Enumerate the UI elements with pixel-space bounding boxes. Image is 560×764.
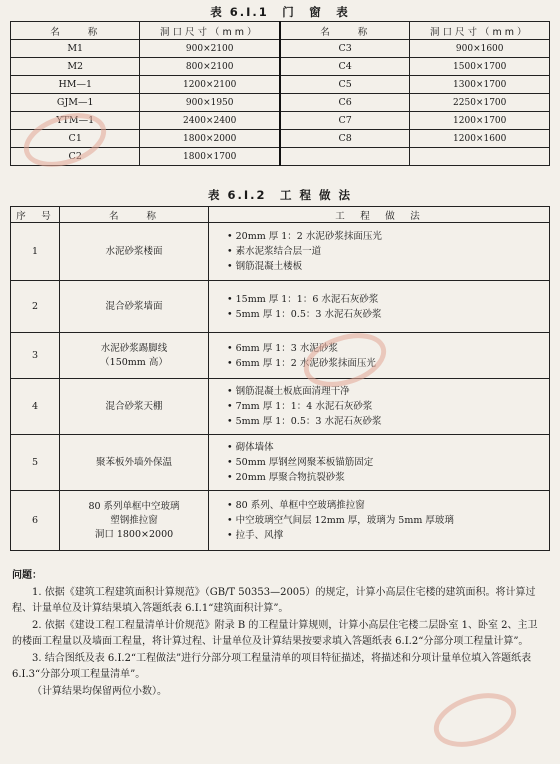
table-row bbox=[11, 379, 550, 435]
row-name bbox=[60, 379, 209, 435]
construction-method-table bbox=[10, 206, 550, 551]
row-name bbox=[60, 223, 209, 281]
work-line: • 20mm 厚聚合物抗裂砂浆 bbox=[227, 472, 345, 483]
cell: 900×2100 bbox=[140, 40, 280, 58]
table2-header: 序 号 bbox=[11, 207, 60, 223]
table-row bbox=[11, 76, 550, 94]
table1-caption: 表 6.Ⅰ.1 门 窗 表 bbox=[210, 5, 350, 19]
cell: M2 bbox=[11, 58, 140, 76]
table2-header: 工 程 做 法 bbox=[209, 207, 550, 223]
cell: C4 bbox=[280, 58, 410, 76]
cell: 1200×1700 bbox=[410, 112, 550, 130]
cell-empty bbox=[410, 148, 550, 166]
question-item: 3. 结合图纸及表 6.Ⅰ.2“工程做法”进行分部分项工程量清单的项目特征描述，将描述和分项计量单位填入答题纸表 6.Ⅰ.3“分部分项工程量清单”。 bbox=[12, 652, 532, 680]
row-number: 4 bbox=[11, 379, 60, 435]
name-line: 混合砂浆墙面 bbox=[105, 300, 163, 312]
door-window-table bbox=[10, 21, 550, 166]
table1-header: 洞口尺寸（mm） bbox=[410, 22, 550, 40]
name-line: 80 系列单框中空玻璃 bbox=[88, 500, 180, 512]
cell: C6 bbox=[280, 94, 410, 112]
table-row bbox=[11, 148, 550, 166]
cell: 1500×1700 bbox=[410, 58, 550, 76]
cell: 900×1950 bbox=[140, 94, 280, 112]
table-row bbox=[11, 281, 550, 333]
work-line: • 7mm 厚 1：1：4 水泥石灰砂浆 bbox=[227, 401, 373, 412]
row-number: 6 bbox=[11, 491, 60, 551]
work-line: • 50mm 厚钢丝网聚苯板锚筋固定 bbox=[227, 457, 374, 468]
row-number: 5 bbox=[11, 435, 60, 491]
cell: HM—1 bbox=[11, 76, 140, 94]
table2-caption: 表 6.Ⅰ.2 工 程 做 法 bbox=[207, 188, 353, 202]
cell: 800×2100 bbox=[140, 58, 280, 76]
name-line: 塑钢推拉窗 bbox=[110, 514, 158, 526]
row-work bbox=[209, 281, 550, 333]
table-row bbox=[11, 40, 550, 58]
work-line: • 中空玻璃空气间层 12mm 厚，玻璃为 5mm 厚玻璃 bbox=[227, 515, 454, 526]
work-line: • 80 系列、单框中空玻璃推拉窗 bbox=[227, 500, 365, 511]
work-line: • 5mm 厚 1：0.5：3 水泥石灰砂浆 bbox=[227, 308, 382, 320]
work-line: • 6mm 厚 1：3 水泥砂浆 bbox=[227, 342, 338, 354]
row-work bbox=[209, 333, 550, 379]
name-line: 聚苯板外墙外保温 bbox=[95, 456, 172, 468]
row-number: 3 bbox=[11, 333, 60, 379]
row-work bbox=[209, 379, 550, 435]
cell: 2250×1700 bbox=[410, 94, 550, 112]
cell: GJM—1 bbox=[11, 94, 140, 112]
table1-header-row bbox=[11, 22, 550, 40]
cell: 900×1600 bbox=[410, 40, 550, 58]
questions-heading: 问题： bbox=[12, 570, 42, 581]
cell: C5 bbox=[280, 76, 410, 94]
cell-empty bbox=[280, 148, 410, 166]
question-item: 2. 依据《建设工程工程量清单计价规范》附录 B 的工程量计算规则，计算小高层住宅楼二层卧室 1、卧室 2、主卫的楼面工程量以及墙面工程量，将计算过程、计量单位及计算结果按要求填入答题纸表 6.Ⅰ.2“分部分项工程量计算”。 bbox=[12, 619, 538, 647]
row-name bbox=[60, 281, 209, 333]
cell: C3 bbox=[280, 40, 410, 58]
row-work bbox=[209, 491, 550, 551]
work-line: • 5mm 厚 1：0.5：3 水泥石灰砂浆 bbox=[227, 416, 382, 427]
row-name bbox=[60, 491, 209, 551]
table2-header: 名 称 bbox=[60, 207, 209, 223]
row-work bbox=[209, 435, 550, 491]
table-row bbox=[11, 94, 550, 112]
cell: C2 bbox=[11, 148, 140, 166]
name-line: 水泥砂浆踢脚线 bbox=[100, 342, 168, 354]
row-number: 2 bbox=[11, 281, 60, 333]
cell: 1800×1700 bbox=[140, 148, 280, 166]
question-item: （计算结果均保留两位小数）。 bbox=[32, 685, 167, 697]
name-line: 水泥砂浆楼面 bbox=[105, 245, 163, 257]
cell: YTM—1 bbox=[11, 112, 140, 130]
cell: 1200×2100 bbox=[140, 76, 280, 94]
cell: 1800×2000 bbox=[140, 130, 280, 148]
name-line: 洞口 1800×2000 bbox=[94, 528, 174, 540]
table1-header: 名 称 bbox=[280, 22, 410, 40]
work-line: • 6mm 厚 1：2 水泥砂浆抹面压光 bbox=[227, 357, 376, 369]
row-name bbox=[60, 333, 209, 379]
table-row bbox=[11, 112, 550, 130]
work-line: • 砌体墙体 bbox=[227, 442, 274, 453]
question-item: 1. 依据《建筑工程建筑面积计算规范》（GB/T 50353—2005）的规定，计算小高层住宅楼的建筑面积。将计算过程、计量单位及计算结果填入答题纸表 6.Ⅰ.1“建筑面积计算”。 bbox=[12, 586, 536, 614]
table1-header: 名 称 bbox=[11, 22, 140, 40]
table-row bbox=[11, 223, 550, 281]
cell: M1 bbox=[11, 40, 140, 58]
work-line: • 素水泥浆结合层一道 bbox=[227, 246, 322, 257]
name-line: 混合砂浆天棚 bbox=[105, 400, 163, 412]
table-row bbox=[11, 435, 550, 491]
cell: C8 bbox=[280, 130, 410, 148]
cell: C7 bbox=[280, 112, 410, 130]
questions-section bbox=[12, 568, 542, 700]
work-line: • 拉手、风撑 bbox=[227, 530, 284, 541]
work-line: • 15mm 厚 1：1：6 水泥石灰砂浆 bbox=[227, 293, 379, 305]
row-name bbox=[60, 435, 209, 491]
name-line: （150mm 高） bbox=[100, 356, 168, 368]
table-row bbox=[11, 58, 550, 76]
cell: 2400×2400 bbox=[140, 112, 280, 130]
table-row bbox=[11, 491, 550, 551]
table2-header-row bbox=[11, 207, 550, 223]
row-number: 1 bbox=[11, 223, 60, 281]
cell: 1200×1600 bbox=[410, 130, 550, 148]
cell: 1300×1700 bbox=[410, 76, 550, 94]
work-line: • 20mm 厚 1：2 水泥砂浆抹面压光 bbox=[227, 231, 382, 242]
table-row bbox=[11, 333, 550, 379]
work-line: • 钢筋混凝土楼板 bbox=[227, 261, 303, 272]
cell: C1 bbox=[11, 130, 140, 148]
table1-header: 洞口尺寸（mm） bbox=[140, 22, 280, 40]
work-line: • 钢筋混凝土板底面清理干净 bbox=[227, 386, 350, 397]
row-work bbox=[209, 223, 550, 281]
table-row bbox=[11, 130, 550, 148]
